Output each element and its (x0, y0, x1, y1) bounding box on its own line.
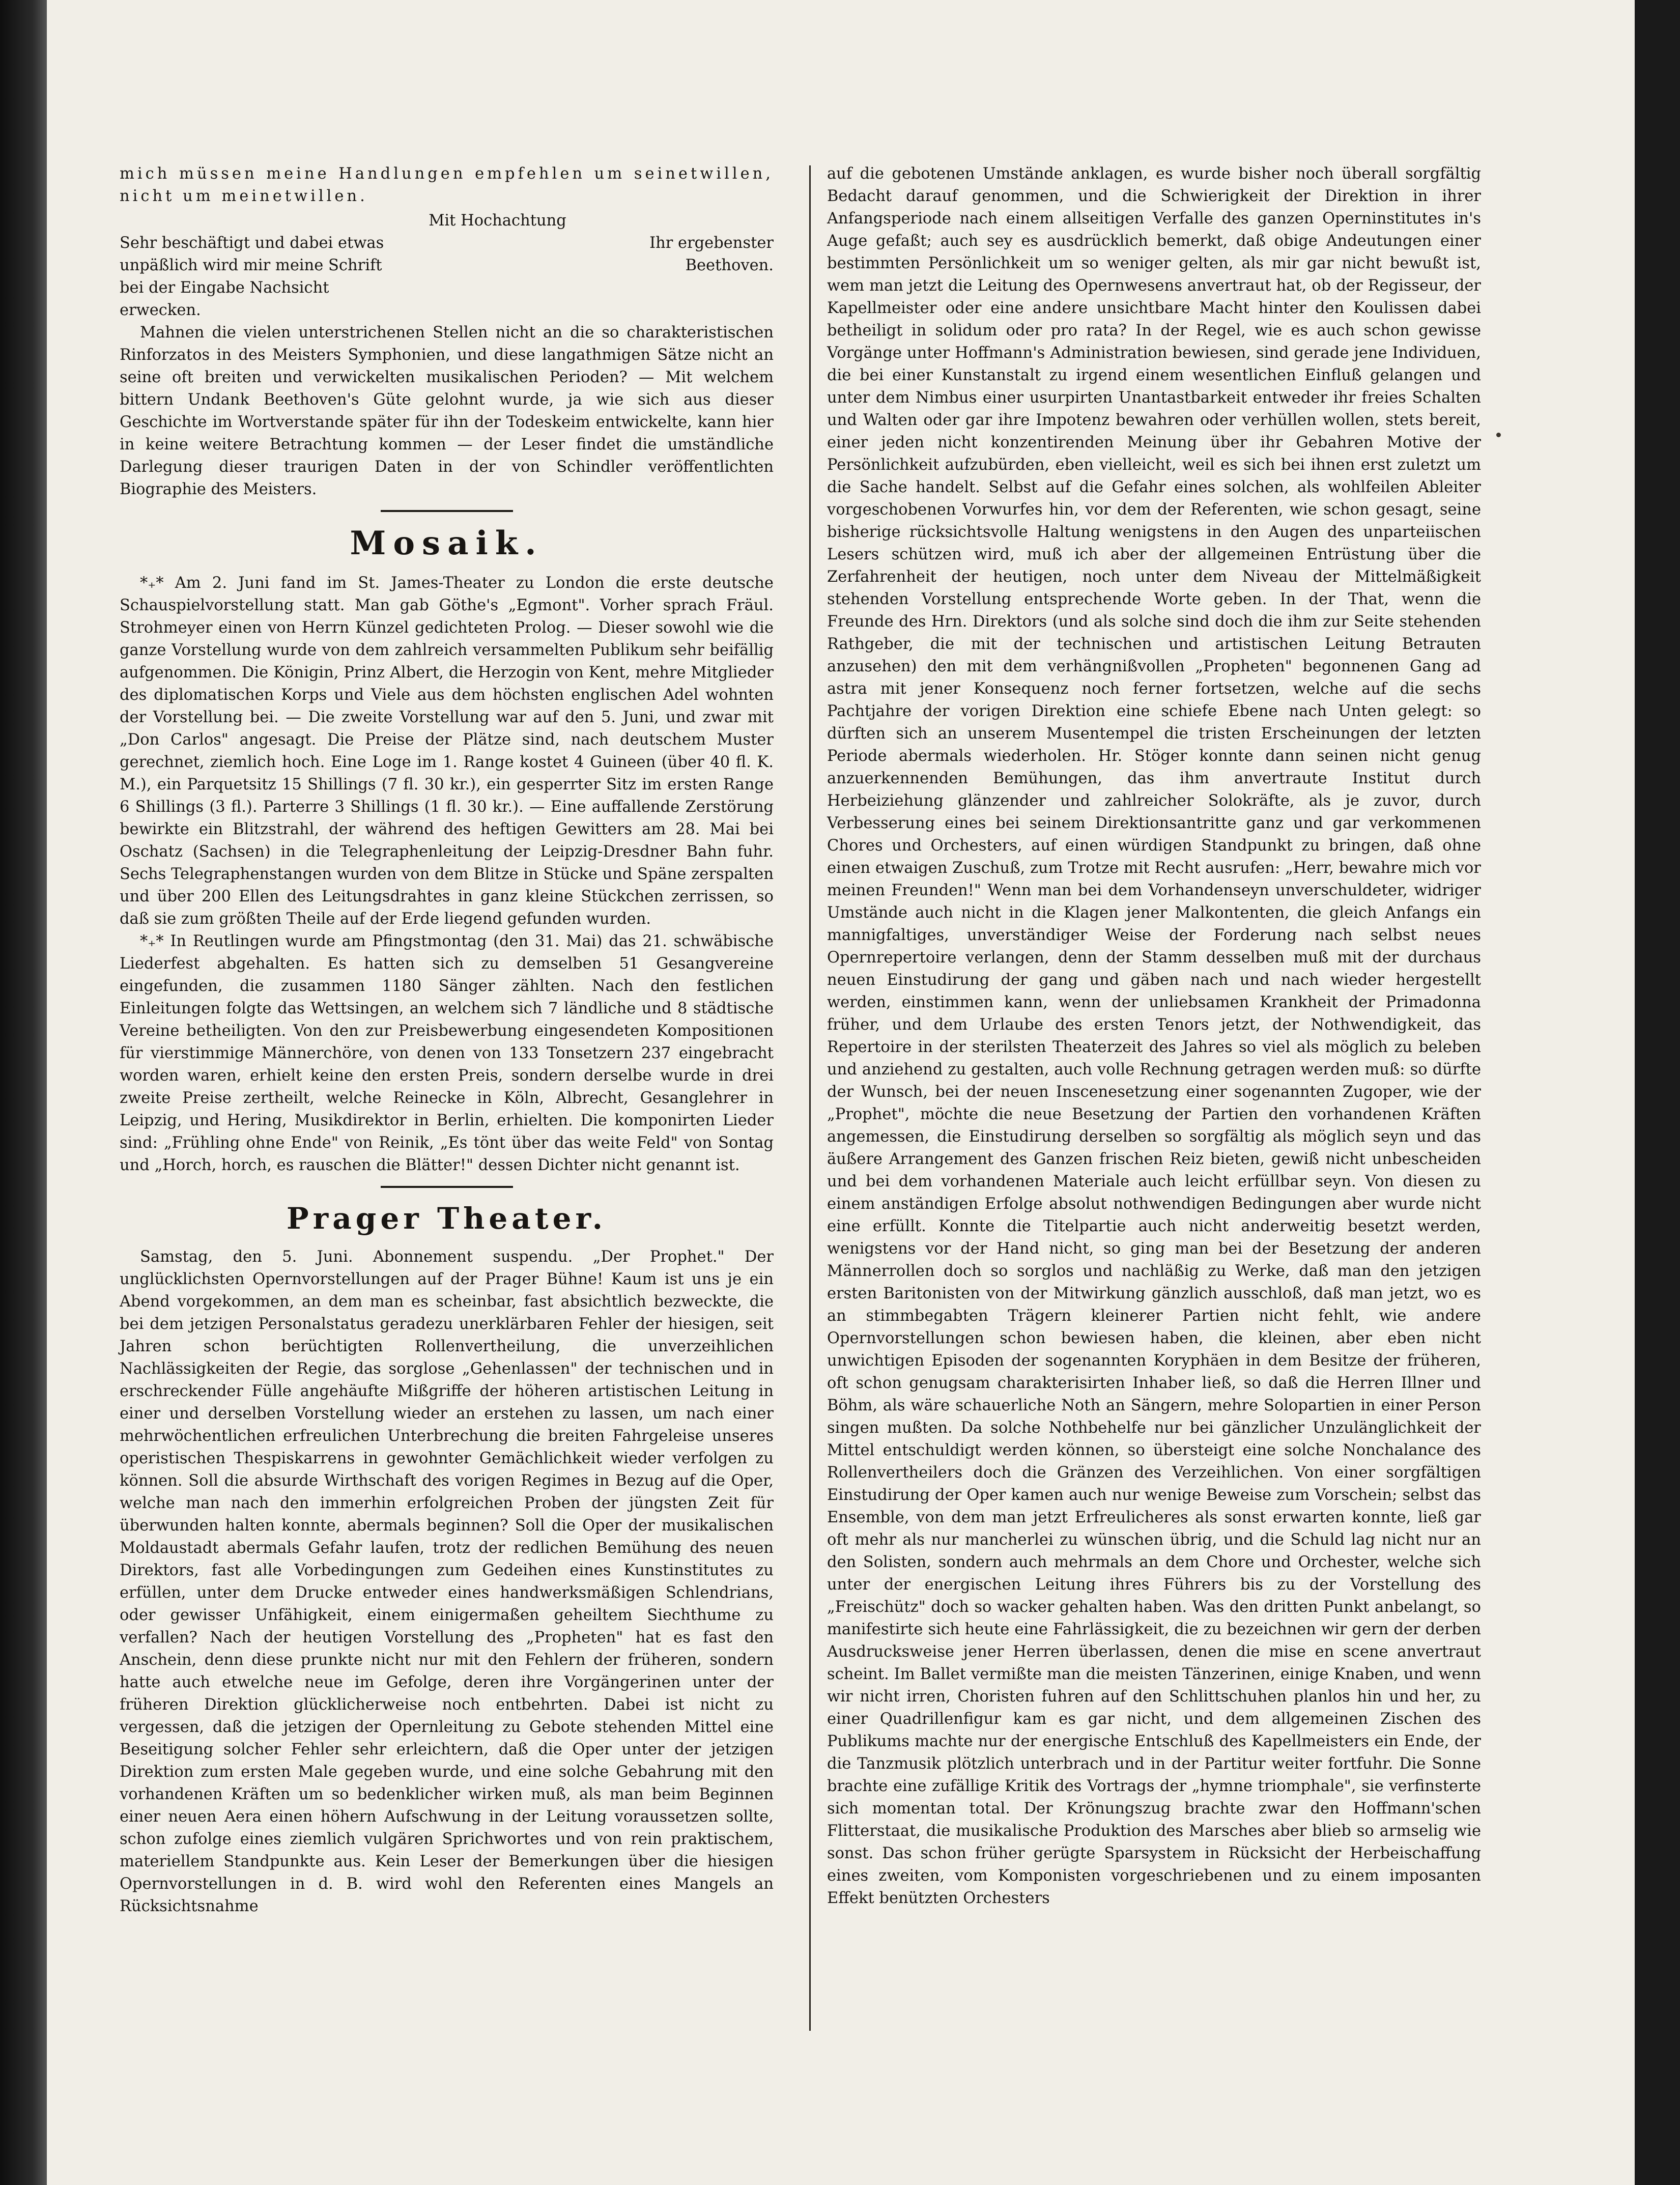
book-spine-shadow (0, 0, 47, 2185)
left-column (120, 163, 774, 1918)
margin-speck (1496, 433, 1501, 437)
section-divider-rule (381, 1186, 513, 1188)
theater-review-continued: auf die gebotenen Umstände anklagen, es wurde bisher noch überall sorgfältig Bedacht darauf genommen, und die Schwierigkeit der Direktion in ihrer Anfangsperiode nach einem allseitigen Verfalle des ganzen Operninstitutes in's Auge gefaßt; auch sey es ausdrücklich bemerkt, daß obige Andeutungen einer bestimmten Persönlichkeit um so weniger gelten, als mir gar nicht bewußt ist, wem man jetzt die Leitung des Opernwesens anvertraut hat, ob der Regisseur, der Kapellmeister oder eine andere unsichtbare Macht hinter den Koulissen dabei betheiligt in solidum oder pro rata? In der Regel, wie es auch schon gewisse Vorgänge unter Hoffmann's Administration bewiesen, sind gerade jene Individuen, die bei einer Kunstanstalt zu irgend einem wesentlichen Einfluß gelangen und unter dem Nimbus einer usurpirten Unantastbarkeit entweder ihr freies Schalten und Walten oder gar ihre Impotenz bewahren oder verhüllen wollen, stets bereit, einer jeden nicht konzentirenden Meinung über ihr Gebahren Motive der Persönlichkeit aufzubürden, eben vielleicht, weil es sich bei ihnen erst zuletzt um die Sache handelt. Selbst auf die Gefahr eines solchen, als wohlfeilen Ableiter vorgeschobenen Vorwurfes hin, vor dem der Referenten, wie schon gesagt, seine bisherige rücksichtsvolle Haltung wenigstens in den Augen des unparteiischen Lesers schützen wird, muß ich aber der allgemeinen Entrüstung über die Zerfahrenheit der heutigen, noch unter dem Niveau der Mittelmäßigkeit stehenden Vorstellung entsprechende Worte geben. In der That, wenn die Freunde des Hrn. Direktors (und als solche sind doch die ihm zur Seite stehenden Rathgeber, die mit der technischen und artistischen Leitung Betrauten anzusehen) den mit dem verhängnißvollen „Propheten" begonnenen Gang ad astra mit jener Konsequenz noch ferner fortsetzen, welche auf die sechs Pachtjahre der vorigen Direktion eine schiefe Ebene nach Unten gelegt: so dürften sich an unserem Musentempel die tristen Erscheinungen der letzten Periode abermals wiederholen. Hr. Stöger konnte dann seinen nicht genug anzuerkennenden Bemühungen, das ihm anvertraute Institut durch Herbeiziehung glänzender und zahlreicher Solokräfte, als je zuvor, durch Verbesserung eines bei seinem Direktionsantritte ganz und gar verkommenen Chores und Orchesters, auf einen würdigen Standpunkt zu bringen, daß ohne einen etwaigen Zuschuß, zum Trotze mit Recht ausrufen: „Herr, bewahre mich vor meinen Freunden!" Wenn man bei dem Vorhandenseyn unverschuldeter, widriger Umstände auch nicht in die Klagen jener Malkontenten, die gleich Anfangs ein mannigfaltiges, unverständiger Weise der Forderung nach selbst neues Opernrepertoire verlangen, denn der Stamm desselben muß mit der durchaus neuen Einstudirung der gang und gäben nach und nach wieder hergestellt werden, einstimmen kann, wenn der unliebsamen Krankheit der Primadonna früher, und dem Urlaube des ersten Tenors jetzt, der Nothwendigkeit, das Repertoire in der sterilsten Theaterzeit des Jahres so viel als möglich zu beleben und anziehend zu gestalten, auch volle Rechnung getragen werden muß: so dürfte der Wunsch, bei der neuen Inscenesetzung einer sogenannten Zugoper, wie der „Prophet", möchte die neue Besetzung der Partien den vorhandenen Kräften angemessen, die Einstudirung derselben so sorgfältig als möglich seyn und das äußere Arrangement des Ganzen frischen Reiz bieten, gewiß nicht unbescheiden und bei dem vorhandenen Materiale auch leicht erfüllbar seyn. Von diesen zu einem anständigen Erfolge absolut nothwendigen Bedingungen aber wurde nicht eine erfüllt. Konnte die Titelpartie auch nicht anderweitig besetzt werden, wenigstens vor der Hand nicht, so ging man bei der Besetzung der anderen Männerrollen doch so sorglos und nachläßig zu Werke, daß man den jetzigen ersten Baritonisten von der Mitwirkung gänzlich ausschloß, daß man jetzt, wo es an stimmbegabten Trägern kleinerer Partien nicht fehlt, wie andere Opernvorstellungen schon bewiesen haben, die kleinen, aber eben nicht unwichtigen Episoden der sogenannten Koryphäen in dem Besitze der früheren, oft schon genugsam charakterisirten Inhaber ließ, so daß die Herren Illner und Böhm, als wäre schauerliche Noth an Sängern, mehre Solopartien in einer Person singen mußten. Da solche Nothbehelfe nur bei gänzlicher Unzulänglichkeit der Mittel entschuldigt werden können, so übersteigt eine solche Nonchalance des Rollenvertheilers doch die Gränzen des Verzeihlichen. Von einer sorgfältigen Einstudirung der Oper kamen auch nur wenige Beweise zum Vorschein; selbst das Ensemble, von dem man jetzt Erfreulicheres als sonst erwarten konnte, ließ gar oft mehr als nur mancherlei zu wünschen übrig, und die Schuld lag nicht nur an den Solisten, sondern auch mehrmals an dem Chore und Orchester, welche sich unter der energischen Leitung ihres Führers bis zu der Vorstellung des „Freischütz" doch so wacker gehalten haben. Was den dritten Punkt anbelangt, so manifestirte sich heute eine Fahrlässigkeit, die zu bezeichnen wir gern der derben Ausdrucksweise jener Herren überlassen, denen die mise en scene anvertraut scheint. Im Ballet vermißte man die meisten Tänzerinen, einige Knaben, und wenn wir nicht irren, Choristen fuhren auf den Schlittschuhen planlos hin und her, zu einer Quadrillenfigur kam es gar nicht, und dem allgemeinen Zischen des Publikums machte nur der energische Entschluß des Kapellmeisters ein Ende, der die Tanzmusik plötzlich unterbrach und in der Partitur weiter fortfuhr. Die Sonne brachte eine zufällige Kritik des Vortrags der „hymne triomphale", sie verfinsterte sich momentan total. Der Krönungszug brachte zwar den Hoffmann'schen Flitterstaat, die musikalische Produktion des Marsches aber blieb so armselig wie sonst. Das schon früher gerügte Sparsystem in Rücksicht der Herbeischaffung eines zweiten, vom Komponisten vorgeschriebenen und zu einem imposanten Effekt benützten Orchesters (827, 165, 1481, 1907)
letter-salutation: Mit Hochachtung (429, 212, 566, 230)
theater-review-paragraph: Samstag, den 5. Juni. Abonnement suspendu. „Der Prophet." Der unglücklichsten Opernvorstellungen auf der Prager Bühne! Kaum ist uns je ein Abend vorgekommen, an dem man es scheinbar, fast absichtlich bezweckte, die bei dem jetzigen Personalstatus geradezu unerklärbaren Fehler der hiesigen, seit Jahren schon berüchtigten Rollenvertheilung, die unverzeihlichen Nachlässigkeiten der Regie, das sorglose „Gehenlassen" der technischen und in erschreckender Fülle angehäufte Mißgriffe der höheren artistischen Leitung in einer und derselben Vorstellung wieder an erstehen zu lassen, um nach einer mehrwöchentlichen erfreulichen Unterbrechung die breiten Fahrgeleise unseres operistischen Thespiskarrens in gewohnter Gemächlichkeit wieder verfolgen zu können. Soll die absurde Wirthschaft des vorigen Regimes in Bezug auf die Oper, welche man nach den immerhin erfolgreichen Proben der jüngsten Zeit für überwunden halten konnte, abermals beginnen? Soll die Oper der musikalischen Moldaustadt abermals Gefahr laufen, trotz der redlichen Bemühung des neuen Direktors, fast alle Vorbedingungen zum Gedeihen eines Kunstinstitutes zu erfüllen, unter dem Drucke entweder eines handwerksmäßigen Schlendrians, oder gewisser Unfähigkeit, einem einigermaßen geheiltem Siechthume zu verfallen? Nach der heutigen Vorstellung des „Propheten" hat es fast den Anschein, denn diese prunkte nicht nur mit den Fehlern der früheren, sondern hatte auch etwelche neue im Gefolge, deren ihre Vorgängerinen unter der früheren Direktion glücklicherweise noch entbehrten. Dabei ist nicht zu vergessen, daß die jetzigen der Opernleitung zu Gebote stehenden Mittel eine Beseitigung solcher Fehler sehr erleichtern, daß die Oper unter der jetzigen Direktion zum ersten Male gegeben wurde, und eine solche Gebahrung mit den vorhandenen Kräften um so bedenklicher wirken muß, als man beim Beginnen einer neuen Aera einen höhern Aufschwung in der Leitung voraussetzen sollte, schon zufolge eines ziemlich vulgären Sprichwortes und von rein praktischem, materiellem Standpunkte aus. Kein Leser der Bemerkungen über die hiesigen Opernvorstellungen in d. B. wird wohl den Referenten eines Mangels an Rücksichtsnahme (120, 1248, 774, 1915)
section-heading-mosaik: Mosaik. (350, 524, 544, 562)
commentary-paragraph: Mahnen die vielen unterstrichenen Stellen nicht an die so charakteristischen Rinforzatos in des Meisters Symphonien, und diese langathmigen Sätze nicht an seine oft breiten und verwickelten musikalischen Perioden? — Mit welchem bittern Undank Beethoven's Güte gelohnt wurde, ja wie sich aus dieser Geschichte im Wortverstande später für ihn der Todeskeim entwickelte, kann hier in keine weitere Betrachtung kommen — der Leser findet die umständliche Darlegung dieser traurigen Daten in der von Schindler veröffentlichten Biographie des Meisters. (120, 324, 774, 498)
mosaik-paragraph: *₊* In Reutlingen wurde am Pfingstmontag (den 31. Mai) das 21. schwäbische Liederfest abgehalten. Es hatten sich zu demselben 51 Gesangvereine eingefunden, die zusammen 1180 Sänger zählten. Nach den festlichen Einleitungen folgte das Wettsingen, an welchem sich 7 ländliche und 8 städtische Vereine betheiligten. Von den zur Preisbewerbung eingesendeten Kompositionen für vierstimmige Männerchöre, von denen von 133 Tonsetzern 237 eingebracht worden waren, erhielt keine den ersten Preis, sondern derselbe wurde in drei zweite Preise zertheilt, welche Reinecke in Köln, Albrecht, Gesanglehrer in Leipzig, und Hering, Musikdirektor in Berlin, erhielten. Die komponirten Lieder sind: „Frühling ohne Ende" von Reinik, „Es tönt über das weite Feld" von Sontag und „Horch, horch, es rauschen die Blätter!" dessen Dichter nicht genannt ist. (120, 932, 774, 1174)
column-divider (809, 165, 811, 2031)
section-divider-rule (381, 510, 513, 512)
letter-postscript: Sehr beschäftigt und dabei etwas unpäßlich wird mir meine Schrift bei der Eingabe Nachsicht erwecken. (120, 234, 384, 319)
letter-closing-lines: mich müssen meine Handlungen empfehlen um seinetwillen, nicht um meinetwillen. (120, 165, 774, 205)
letter-signature: Ihr ergebenster Beethoven. (649, 234, 774, 274)
mosaik-paragraph: *₊* Am 2. Juni fand im St. James-Theater zu London die erste deutsche Schauspielvorstellung statt. Man gab Göthe's „Egmont". Vorher sprach Fräul. Strohmeyer einen von Herrn Künzel gedichteten Prolog. — Dieser sowohl wie die ganze Vorstellung wurde von dem zahlreich versammelten Publikum sehr beifällig aufgenommen. Die Königin, Prinz Albert, die Herzogin von Kent, mehre Mitglieder des diplomatischen Korps und Viele aus dem höchsten englischen Adel wohnten der Vorstellung bei. — Die zweite Vorstellung war auf den 5. Juni, und zwar mit „Don Carlos" angesagt. Die Preise der Plätze sind, nach deutschem Muster gerechnet, ziemlich hoch. Eine Loge im 1. Range kostet 4 Guineen (über 40 fl. K. M.), ein Parquetsitz 15 Shillings (7 fl. 30 kr.), ein gesperrter Sitz im ersten Range 6 Shillings (3 fl.). Parterre 3 Shillings (1 fl. 30 kr.). — Eine auffallende Zerstörung bewirkte ein Blitzstrahl, der während des heftigen Gewitters am 28. Mai bei Oschatz (Sachsen) in die Telegraphenleitung der Leipzig-Dresdner Bahn fuhr. Sechs Telegraphenstangen wurden von dem Blitze in Stücke und Späne zerspalten und über 200 Ellen des Leitungsdrahtes in ganz kleine Stückchen zerrissen, so daß sie zum größten Theile auf der Erde liegend gefunden wurden. (120, 574, 774, 928)
letter-signature-block (120, 232, 774, 322)
section-heading-prager-theater: Prager Theater. (287, 1201, 607, 1236)
right-column (827, 163, 1481, 1910)
